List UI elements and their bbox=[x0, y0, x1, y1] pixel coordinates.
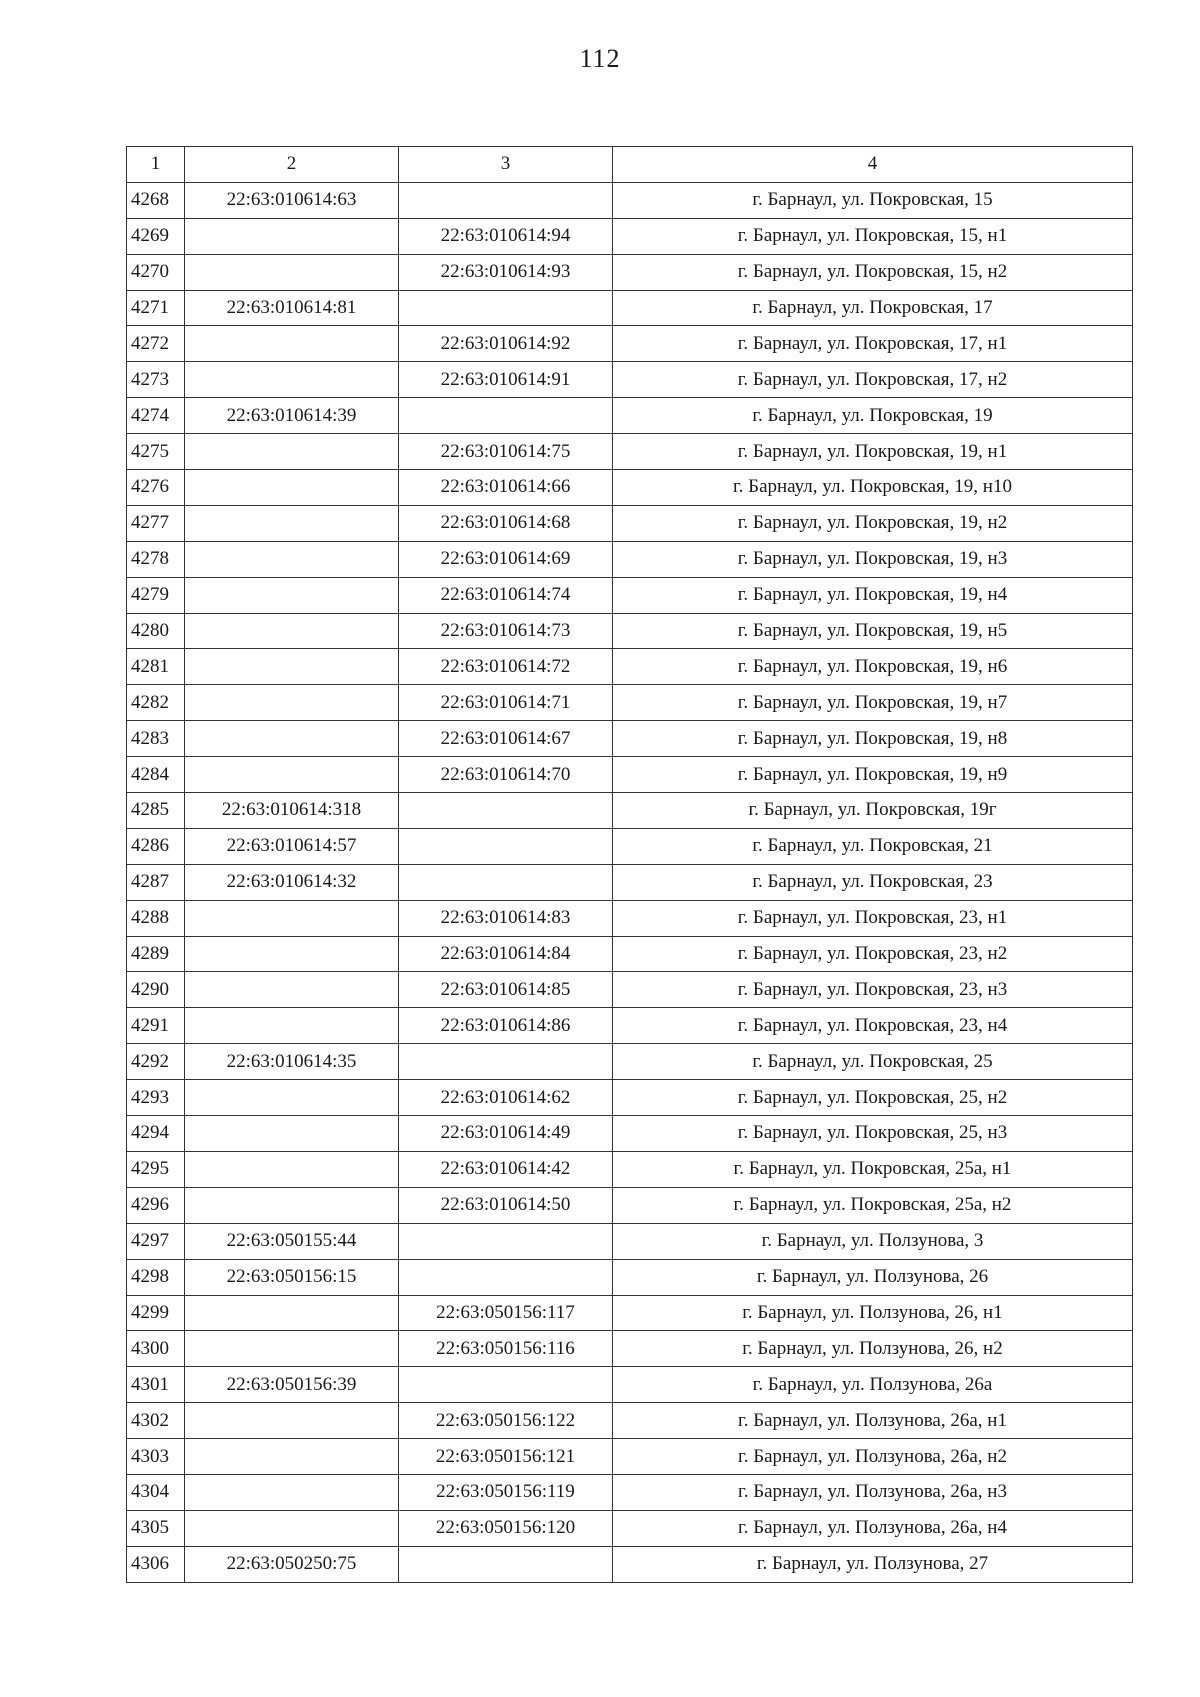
parcel-cadastral-cell: 22:63:010614:57 bbox=[185, 828, 399, 864]
object-cadastral-cell bbox=[399, 398, 613, 434]
parcel-cadastral-cell: 22:63:050156:39 bbox=[185, 1367, 399, 1403]
table-row bbox=[127, 721, 1133, 757]
address-cell: г. Барнаул, ул. Покровская, 23 bbox=[613, 864, 1133, 900]
object-cadastral-cell: 22:63:010614:70 bbox=[399, 757, 613, 793]
object-cadastral-cell bbox=[399, 290, 613, 326]
table-row bbox=[127, 1546, 1133, 1582]
address-cell: г. Барнаул, ул. Покровская, 17 bbox=[613, 290, 1133, 326]
address-cell: г. Барнаул, ул. Покровская, 19, н7 bbox=[613, 685, 1133, 721]
row-number-cell: 4301 bbox=[127, 1367, 185, 1403]
address-cell: г. Барнаул, ул. Покровская, 23, н1 bbox=[613, 900, 1133, 936]
parcel-cadastral-cell: 22:63:050155:44 bbox=[185, 1223, 399, 1259]
row-number-cell: 4289 bbox=[127, 936, 185, 972]
parcel-cadastral-cell bbox=[185, 1510, 399, 1546]
row-number-cell: 4291 bbox=[127, 1008, 185, 1044]
address-cell: г. Барнаул, ул. Покровская, 23, н4 bbox=[613, 1008, 1133, 1044]
object-cadastral-cell: 22:63:010614:84 bbox=[399, 936, 613, 972]
row-number-cell: 4290 bbox=[127, 972, 185, 1008]
object-cadastral-cell bbox=[399, 1223, 613, 1259]
address-cell: г. Барнаул, ул. Покровская, 15, н2 bbox=[613, 254, 1133, 290]
table-row bbox=[127, 828, 1133, 864]
address-cell: г. Барнаул, ул. Ползунова, 26а, н4 bbox=[613, 1510, 1133, 1546]
parcel-cadastral-cell bbox=[185, 254, 399, 290]
table-row bbox=[127, 326, 1133, 362]
table-row bbox=[127, 936, 1133, 972]
row-number-cell: 4284 bbox=[127, 757, 185, 793]
parcel-cadastral-cell bbox=[185, 1403, 399, 1439]
parcel-cadastral-cell bbox=[185, 577, 399, 613]
table-row bbox=[127, 1439, 1133, 1475]
address-cell: г. Барнаул, ул. Ползунова, 26, н2 bbox=[613, 1331, 1133, 1367]
parcel-cadastral-cell bbox=[185, 900, 399, 936]
row-number-cell: 4275 bbox=[127, 434, 185, 470]
address-cell: г. Барнаул, ул. Ползунова, 26, н1 bbox=[613, 1295, 1133, 1331]
page-number: 112 bbox=[579, 44, 621, 73]
table-body bbox=[127, 182, 1133, 1582]
address-cell: г. Барнаул, ул. Покровская, 25 bbox=[613, 1044, 1133, 1080]
parcel-cadastral-cell: 22:63:010614:39 bbox=[185, 398, 399, 434]
parcel-cadastral-cell bbox=[185, 541, 399, 577]
object-cadastral-cell: 22:63:010614:74 bbox=[399, 577, 613, 613]
row-number-cell: 4303 bbox=[127, 1439, 185, 1475]
parcel-cadastral-cell: 22:63:050156:15 bbox=[185, 1259, 399, 1295]
address-cell: г. Барнаул, ул. Ползунова, 3 bbox=[613, 1223, 1133, 1259]
table-row bbox=[127, 900, 1133, 936]
object-cadastral-cell: 22:63:010614:92 bbox=[399, 326, 613, 362]
parcel-cadastral-cell bbox=[185, 1439, 399, 1475]
object-cadastral-cell: 22:63:010614:69 bbox=[399, 541, 613, 577]
parcel-cadastral-cell: 22:63:010614:81 bbox=[185, 290, 399, 326]
object-cadastral-cell bbox=[399, 182, 613, 218]
object-cadastral-cell: 22:63:010614:72 bbox=[399, 649, 613, 685]
table-row bbox=[127, 972, 1133, 1008]
parcel-cadastral-cell bbox=[185, 972, 399, 1008]
row-number-cell: 4299 bbox=[127, 1295, 185, 1331]
address-cell: г. Барнаул, ул. Ползунова, 26 bbox=[613, 1259, 1133, 1295]
table-row bbox=[127, 1080, 1133, 1116]
table-row bbox=[127, 505, 1133, 541]
table-row bbox=[127, 1259, 1133, 1295]
parcel-cadastral-cell bbox=[185, 613, 399, 649]
address-cell: г. Барнаул, ул. Покровская, 19, н3 bbox=[613, 541, 1133, 577]
table-row bbox=[127, 1151, 1133, 1187]
table-row bbox=[127, 541, 1133, 577]
address-cell: г. Барнаул, ул. Покровская, 19, н10 bbox=[613, 470, 1133, 506]
object-cadastral-cell: 22:63:010614:93 bbox=[399, 254, 613, 290]
column-header-1: 1 bbox=[127, 147, 185, 183]
parcel-cadastral-cell bbox=[185, 1295, 399, 1331]
object-cadastral-cell bbox=[399, 1044, 613, 1080]
header-row bbox=[127, 147, 1133, 183]
row-number-cell: 4306 bbox=[127, 1546, 185, 1582]
row-number-cell: 4277 bbox=[127, 505, 185, 541]
object-cadastral-cell: 22:63:010614:83 bbox=[399, 900, 613, 936]
object-cadastral-cell: 22:63:010614:73 bbox=[399, 613, 613, 649]
object-cadastral-cell: 22:63:050156:121 bbox=[399, 1439, 613, 1475]
address-cell: г. Барнаул, ул. Ползунова, 27 bbox=[613, 1546, 1133, 1582]
row-number-cell: 4294 bbox=[127, 1116, 185, 1152]
table-row bbox=[127, 577, 1133, 613]
address-cell: г. Барнаул, ул. Покровская, 25, н2 bbox=[613, 1080, 1133, 1116]
object-cadastral-cell: 22:63:010614:50 bbox=[399, 1187, 613, 1223]
parcel-cadastral-cell bbox=[185, 505, 399, 541]
parcel-cadastral-cell bbox=[185, 649, 399, 685]
table-row bbox=[127, 613, 1133, 649]
parcel-cadastral-cell bbox=[185, 1008, 399, 1044]
row-number-cell: 4280 bbox=[127, 613, 185, 649]
row-number-cell: 4274 bbox=[127, 398, 185, 434]
address-cell: г. Барнаул, ул. Покровская, 23, н2 bbox=[613, 936, 1133, 972]
row-number-cell: 4287 bbox=[127, 864, 185, 900]
row-number-cell: 4292 bbox=[127, 1044, 185, 1080]
table-row bbox=[127, 649, 1133, 685]
table-row bbox=[127, 1474, 1133, 1510]
address-cell: г. Барнаул, ул. Покровская, 19, н9 bbox=[613, 757, 1133, 793]
column-header-4: 4 bbox=[613, 147, 1133, 183]
object-cadastral-cell: 22:63:010614:67 bbox=[399, 721, 613, 757]
object-cadastral-cell: 22:63:050156:119 bbox=[399, 1474, 613, 1510]
object-cadastral-cell: 22:63:010614:91 bbox=[399, 362, 613, 398]
table-row bbox=[127, 1295, 1133, 1331]
address-cell: г. Барнаул, ул. Покровская, 19г bbox=[613, 793, 1133, 829]
row-number-cell: 4297 bbox=[127, 1223, 185, 1259]
table-row bbox=[127, 1510, 1133, 1546]
row-number-cell: 4282 bbox=[127, 685, 185, 721]
parcel-cadastral-cell bbox=[185, 1080, 399, 1116]
table-row bbox=[127, 470, 1133, 506]
object-cadastral-cell: 22:63:010614:94 bbox=[399, 218, 613, 254]
table-header bbox=[127, 147, 1133, 183]
parcel-cadastral-cell bbox=[185, 721, 399, 757]
row-number-cell: 4304 bbox=[127, 1474, 185, 1510]
address-cell: г. Барнаул, ул. Покровская, 17, н1 bbox=[613, 326, 1133, 362]
parcel-cadastral-cell: 22:63:010614:32 bbox=[185, 864, 399, 900]
object-cadastral-cell: 22:63:010614:49 bbox=[399, 1116, 613, 1152]
table-row bbox=[127, 1008, 1133, 1044]
row-number-cell: 4278 bbox=[127, 541, 185, 577]
object-cadastral-cell bbox=[399, 793, 613, 829]
row-number-cell: 4293 bbox=[127, 1080, 185, 1116]
address-cell: г. Барнаул, ул. Покровская, 19, н5 bbox=[613, 613, 1133, 649]
row-number-cell: 4296 bbox=[127, 1187, 185, 1223]
row-number-cell: 4270 bbox=[127, 254, 185, 290]
table-row bbox=[127, 182, 1133, 218]
object-cadastral-cell: 22:63:010614:62 bbox=[399, 1080, 613, 1116]
object-cadastral-cell: 22:63:010614:68 bbox=[399, 505, 613, 541]
row-number-cell: 4273 bbox=[127, 362, 185, 398]
address-cell: г. Барнаул, ул. Покровская, 19, н1 bbox=[613, 434, 1133, 470]
table-row bbox=[127, 793, 1133, 829]
table-row bbox=[127, 685, 1133, 721]
address-cell: г. Барнаул, ул. Ползунова, 26а, н3 bbox=[613, 1474, 1133, 1510]
table-row bbox=[127, 218, 1133, 254]
object-cadastral-cell bbox=[399, 1546, 613, 1582]
address-cell: г. Барнаул, ул. Покровская, 17, н2 bbox=[613, 362, 1133, 398]
table-row bbox=[127, 1331, 1133, 1367]
parcel-cadastral-cell bbox=[185, 1331, 399, 1367]
parcel-cadastral-cell bbox=[185, 685, 399, 721]
row-number-cell: 4268 bbox=[127, 182, 185, 218]
address-cell: г. Барнаул, ул. Покровская, 25, н3 bbox=[613, 1116, 1133, 1152]
parcel-cadastral-cell bbox=[185, 1187, 399, 1223]
column-header-2: 2 bbox=[185, 147, 399, 183]
address-cell: г. Барнаул, ул. Ползунова, 26а bbox=[613, 1367, 1133, 1403]
parcel-cadastral-cell bbox=[185, 1474, 399, 1510]
address-cell: г. Барнаул, ул. Покровская, 19, н8 bbox=[613, 721, 1133, 757]
parcel-cadastral-cell bbox=[185, 434, 399, 470]
table-row bbox=[127, 1116, 1133, 1152]
parcel-cadastral-cell: 22:63:010614:35 bbox=[185, 1044, 399, 1080]
row-number-cell: 4276 bbox=[127, 470, 185, 506]
object-cadastral-cell bbox=[399, 828, 613, 864]
object-cadastral-cell: 22:63:050156:116 bbox=[399, 1331, 613, 1367]
row-number-cell: 4295 bbox=[127, 1151, 185, 1187]
object-cadastral-cell: 22:63:010614:66 bbox=[399, 470, 613, 506]
parcel-cadastral-cell bbox=[185, 362, 399, 398]
parcel-cadastral-cell bbox=[185, 1116, 399, 1152]
object-cadastral-cell: 22:63:050156:117 bbox=[399, 1295, 613, 1331]
table-row bbox=[127, 1044, 1133, 1080]
parcel-cadastral-cell bbox=[185, 757, 399, 793]
row-number-cell: 4279 bbox=[127, 577, 185, 613]
table-row bbox=[127, 1403, 1133, 1439]
object-cadastral-cell bbox=[399, 1367, 613, 1403]
row-number-cell: 4285 bbox=[127, 793, 185, 829]
row-number-cell: 4288 bbox=[127, 900, 185, 936]
address-cell: г. Барнаул, ул. Покровская, 19, н6 bbox=[613, 649, 1133, 685]
object-cadastral-cell: 22:63:010614:85 bbox=[399, 972, 613, 1008]
table-row bbox=[127, 1223, 1133, 1259]
row-number-cell: 4302 bbox=[127, 1403, 185, 1439]
object-cadastral-cell: 22:63:010614:42 bbox=[399, 1151, 613, 1187]
address-cell: г. Барнаул, ул. Покровская, 25а, н2 bbox=[613, 1187, 1133, 1223]
column-header-3: 3 bbox=[399, 147, 613, 183]
address-cell: г. Барнаул, ул. Ползунова, 26а, н2 bbox=[613, 1439, 1133, 1475]
address-cell: г. Барнаул, ул. Покровская, 25а, н1 bbox=[613, 1151, 1133, 1187]
table-row bbox=[127, 1187, 1133, 1223]
table-row bbox=[127, 254, 1133, 290]
address-cell: г. Барнаул, ул. Покровская, 21 bbox=[613, 828, 1133, 864]
row-number-cell: 4281 bbox=[127, 649, 185, 685]
row-number-cell: 4271 bbox=[127, 290, 185, 326]
parcel-cadastral-cell bbox=[185, 326, 399, 362]
table-row bbox=[127, 1367, 1133, 1403]
parcel-cadastral-cell bbox=[185, 936, 399, 972]
row-number-cell: 4269 bbox=[127, 218, 185, 254]
object-cadastral-cell: 22:63:010614:75 bbox=[399, 434, 613, 470]
address-cell: г. Барнаул, ул. Ползунова, 26а, н1 bbox=[613, 1403, 1133, 1439]
address-cell: г. Барнаул, ул. Покровская, 19, н4 bbox=[613, 577, 1133, 613]
address-cell: г. Барнаул, ул. Покровская, 23, н3 bbox=[613, 972, 1133, 1008]
object-cadastral-cell: 22:63:050156:122 bbox=[399, 1403, 613, 1439]
registry-table bbox=[126, 146, 1133, 1583]
parcel-cadastral-cell: 22:63:010614:318 bbox=[185, 793, 399, 829]
row-number-cell: 4305 bbox=[127, 1510, 185, 1546]
row-number-cell: 4283 bbox=[127, 721, 185, 757]
table-row bbox=[127, 362, 1133, 398]
table-row bbox=[127, 434, 1133, 470]
object-cadastral-cell bbox=[399, 864, 613, 900]
table-row bbox=[127, 757, 1133, 793]
address-cell: г. Барнаул, ул. Покровская, 15, н1 bbox=[613, 218, 1133, 254]
parcel-cadastral-cell bbox=[185, 470, 399, 506]
table-row bbox=[127, 864, 1133, 900]
parcel-cadastral-cell: 22:63:050250:75 bbox=[185, 1546, 399, 1582]
parcel-cadastral-cell bbox=[185, 218, 399, 254]
address-cell: г. Барнаул, ул. Покровская, 19 bbox=[613, 398, 1133, 434]
row-number-cell: 4286 bbox=[127, 828, 185, 864]
row-number-cell: 4298 bbox=[127, 1259, 185, 1295]
object-cadastral-cell bbox=[399, 1259, 613, 1295]
parcel-cadastral-cell bbox=[185, 1151, 399, 1187]
address-cell: г. Барнаул, ул. Покровская, 19, н2 bbox=[613, 505, 1133, 541]
row-number-cell: 4300 bbox=[127, 1331, 185, 1367]
table-row bbox=[127, 398, 1133, 434]
object-cadastral-cell: 22:63:050156:120 bbox=[399, 1510, 613, 1546]
row-number-cell: 4272 bbox=[127, 326, 185, 362]
table-row bbox=[127, 290, 1133, 326]
parcel-cadastral-cell: 22:63:010614:63 bbox=[185, 182, 399, 218]
object-cadastral-cell: 22:63:010614:86 bbox=[399, 1008, 613, 1044]
object-cadastral-cell: 22:63:010614:71 bbox=[399, 685, 613, 721]
address-cell: г. Барнаул, ул. Покровская, 15 bbox=[613, 182, 1133, 218]
